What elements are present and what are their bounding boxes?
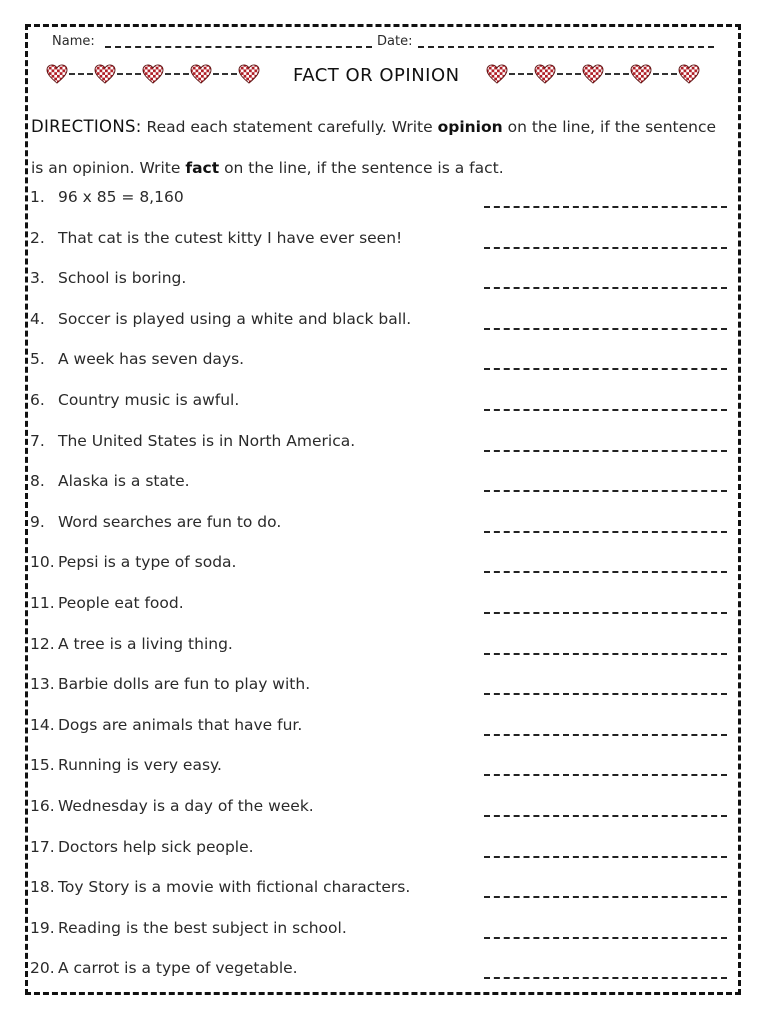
statement-number: 3. [30, 269, 45, 288]
statement-text: 96 x 85 = 8,160 [58, 188, 184, 206]
statement-text: Word searches are fun to do. [58, 512, 282, 531]
statement-text: Country music is awful. [58, 390, 240, 409]
answer-line[interactable] [484, 977, 727, 979]
answer-line[interactable] [484, 206, 727, 208]
dash-divider [653, 73, 677, 75]
statement-text: Running is very easy. [58, 756, 222, 775]
statement-text: School is boring. [58, 269, 187, 288]
statement-row [30, 671, 730, 712]
statement-row [30, 834, 730, 875]
statement-text: People eat food. [58, 593, 184, 612]
directions [31, 106, 731, 189]
statement-number: 19. [30, 918, 55, 937]
answer-line[interactable] [484, 896, 727, 898]
statement-number: 2. [30, 228, 45, 247]
answer-line[interactable] [484, 774, 727, 776]
heart-chain-right [486, 64, 700, 84]
answer-line[interactable] [484, 612, 727, 614]
statement-number: 20. [30, 959, 55, 978]
statement-number: 7. [30, 431, 45, 450]
statement-row [30, 874, 730, 915]
directions-fact-word: fact [185, 159, 220, 177]
answer-line[interactable] [484, 287, 727, 289]
statement-text: The United States is in North America. [58, 431, 356, 450]
checkered-heart-icon [238, 64, 260, 84]
statement-row [30, 387, 730, 428]
statement-number: 16. [30, 796, 55, 815]
dash-divider [69, 73, 93, 75]
answer-line[interactable] [484, 653, 727, 655]
checkered-heart-icon [582, 64, 604, 84]
statement-number: 13. [30, 675, 55, 694]
directions-label: DIRECTIONS: [31, 117, 142, 136]
statement-row [30, 915, 730, 956]
answer-line[interactable] [484, 571, 727, 573]
statement-row [30, 549, 730, 590]
statement-number: 14. [30, 715, 55, 734]
statement-number: 17. [30, 837, 55, 856]
statement-text: Reading is the best subject in school. [58, 918, 347, 937]
statement-row [30, 631, 730, 672]
statement-row [30, 590, 730, 631]
answer-line[interactable] [484, 937, 727, 939]
statement-row [30, 955, 730, 996]
statement-text: Wednesday is a day of the week. [58, 796, 314, 815]
statement-row [30, 225, 730, 266]
statement-number: 8. [30, 472, 45, 491]
statement-text: Barbie dolls are fun to play with. [58, 675, 311, 694]
directions-opinion-word: opinion [437, 118, 503, 136]
statement-row [30, 306, 730, 347]
statement-row [30, 509, 730, 550]
answer-line[interactable] [484, 328, 727, 330]
statement-number: 10. [30, 553, 55, 572]
dash-divider [213, 73, 237, 75]
statement-number: 5. [30, 350, 45, 369]
statement-text: A week has seven days. [58, 350, 245, 369]
answer-line[interactable] [484, 531, 727, 533]
checkered-heart-icon [94, 64, 116, 84]
checkered-heart-icon [142, 64, 164, 84]
answer-line[interactable] [484, 490, 727, 492]
answer-line[interactable] [484, 368, 727, 370]
statement-text: A tree is a living thing. [58, 634, 233, 653]
dash-divider [509, 73, 533, 75]
answer-line[interactable] [484, 409, 727, 411]
answer-line[interactable] [484, 815, 727, 817]
statement-row [30, 428, 730, 469]
checkered-heart-icon [534, 64, 556, 84]
statement-number: 9. [30, 512, 45, 531]
title-row [40, 62, 730, 92]
statement-number: 12. [30, 634, 55, 653]
checkered-heart-icon [46, 64, 68, 84]
directions-text-2: on the line, if the sentence is an opinion. Write [31, 118, 717, 177]
dash-divider [165, 73, 189, 75]
statement-number: 18. [30, 878, 55, 897]
checkered-heart-icon [486, 64, 508, 84]
statement-text: Doctors help sick people. [58, 837, 254, 856]
dash-divider [117, 73, 141, 75]
statement-row [30, 265, 730, 306]
answer-line[interactable] [484, 450, 727, 452]
answer-line[interactable] [484, 734, 727, 736]
dash-divider [557, 73, 581, 75]
directions-text-3: on the line, if the sentence is a fact. [219, 159, 504, 177]
statement-row [30, 712, 730, 753]
checkered-heart-icon [678, 64, 700, 84]
statement-text: Dogs are animals that have fur. [58, 715, 303, 734]
page-title: FACT OR OPINION [293, 65, 460, 86]
dash-divider [605, 73, 629, 75]
answer-line[interactable] [484, 856, 727, 858]
statement-list [30, 184, 730, 996]
statement-number: 4. [30, 309, 45, 328]
statement-number: 11. [30, 593, 55, 612]
statement-number: 1. [30, 188, 45, 206]
date-field[interactable] [418, 46, 714, 48]
directions-text-1: Read each statement carefully. Write [141, 118, 438, 136]
statement-row [30, 793, 730, 834]
statement-number: 6. [30, 390, 45, 409]
checkered-heart-icon [190, 64, 212, 84]
name-label: Name: [52, 34, 95, 49]
statement-row [30, 752, 730, 793]
date-label: Date: [377, 34, 413, 49]
heart-chain-left [46, 64, 260, 84]
statement-text: A carrot is a type of vegetable. [58, 959, 298, 978]
statement-text: Alaska is a state. [58, 472, 190, 491]
statement-text: Toy Story is a movie with fictional characters. [58, 878, 411, 897]
answer-line[interactable] [484, 693, 727, 695]
checkered-heart-icon [630, 64, 652, 84]
name-date-row [52, 32, 722, 54]
statement-row [30, 468, 730, 509]
statement-number: 15. [30, 756, 55, 775]
statement-text: That cat is the cutest kitty I have ever seen! [58, 228, 403, 247]
statement-row [30, 184, 730, 225]
name-field[interactable] [105, 46, 372, 48]
statement-text: Soccer is played using a white and black ball. [58, 309, 412, 328]
statement-text: Pepsi is a type of soda. [58, 553, 237, 572]
answer-line[interactable] [484, 247, 727, 249]
statement-row [30, 346, 730, 387]
